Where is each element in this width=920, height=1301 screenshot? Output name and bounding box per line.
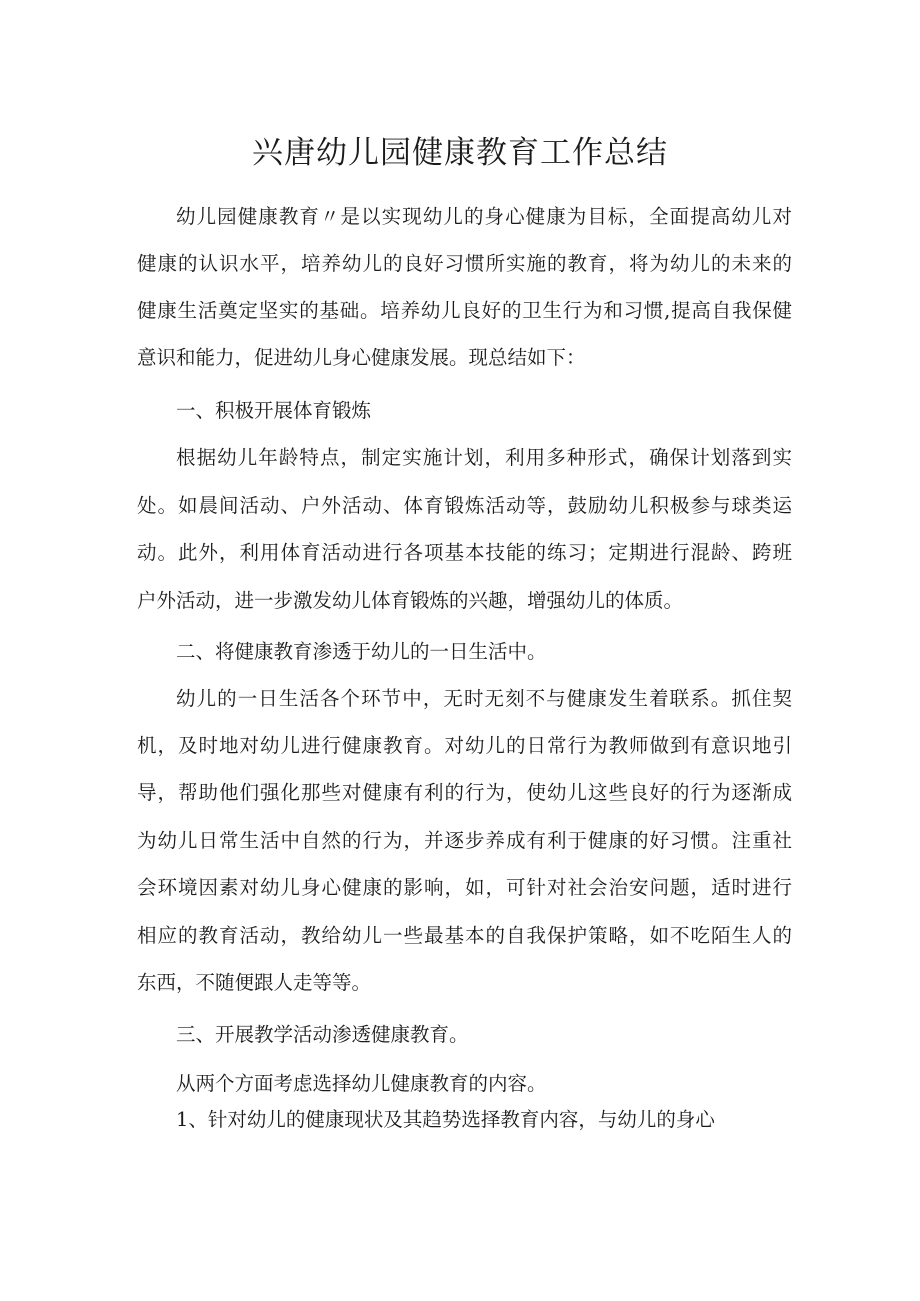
paragraph-line: 健康的认识水平，培养幼儿的良好习惯所实施的教育，将为幼儿的未来的 (137, 252, 792, 275)
paragraph-line: 幼儿的一日生活各个环节中，无时无刻不与健康发生着联系。抓住契 (176, 687, 792, 710)
paragraph-line: 从两个方面考虑选择幼儿健康教育的内容。 (176, 1072, 547, 1095)
section-heading: 三、开展教学活动渗透健康教育。 (176, 1023, 469, 1046)
paragraph-line: 导，帮助他们强化那些对健康有利的行为，使幼儿这些良好的行为逐渐成 (137, 781, 792, 804)
paragraph-line: 东西，不随便跟人走等等。 (137, 971, 372, 994)
paragraph-line: 意识和能力，促进幼儿身心健康发展。现总结如下： (137, 346, 586, 369)
paragraph-line: 户外活动，进一步激发幼儿体育锻炼的兴趣，增强幼儿的体质。 (137, 589, 684, 612)
paragraph-line: 会环境因素对幼儿身心健康的影响，如，可针对社会治安问题，适时进行 (137, 876, 792, 899)
paragraph-line: 为幼儿日常生活中自然的行为，并逐步养成有利于健康的好习惯。注重社 (137, 829, 792, 852)
document-title: 兴唐幼儿园健康教育工作总结 (252, 135, 668, 171)
paragraph-line: 根据幼儿年龄特点，制定实施计划，利用多种形式，确保计划落到实 (176, 446, 792, 469)
paragraph-line: 幼儿园健康教育〃是以实现幼儿的身心健康为目标，全面提高幼儿对 (176, 205, 792, 228)
paragraph-line: 1、针对幼儿的健康现状及其趋势选择教育内容，与幼儿的身心 (176, 1108, 715, 1131)
paragraph-line: 相应的教育活动，教给幼儿一些最基本的自我保护策略，如不吃陌生人的 (137, 924, 792, 947)
paragraph-line: 机，及时地对幼儿进行健康教育。对幼儿的日常行为教师做到有意识地引 (137, 734, 792, 757)
section-heading: 二、将健康教育渗透于幼儿的一日生活中。 (176, 640, 547, 663)
paragraph-line: 动。此外，利用体育活动进行各项基本技能的练习；定期进行混龄、跨班 (137, 541, 792, 564)
section-heading: 一、积极开展体育锻炼 (176, 399, 372, 422)
paragraph-line: 健康生活奠定坚实的基础。培养幼儿良好的卫生行为和习惯,提高自我保健 (137, 299, 792, 322)
paragraph-line: 处。如晨间活动、户外活动、体育锻炼活动等，鼓励幼儿积极参与球类运 (137, 494, 792, 517)
